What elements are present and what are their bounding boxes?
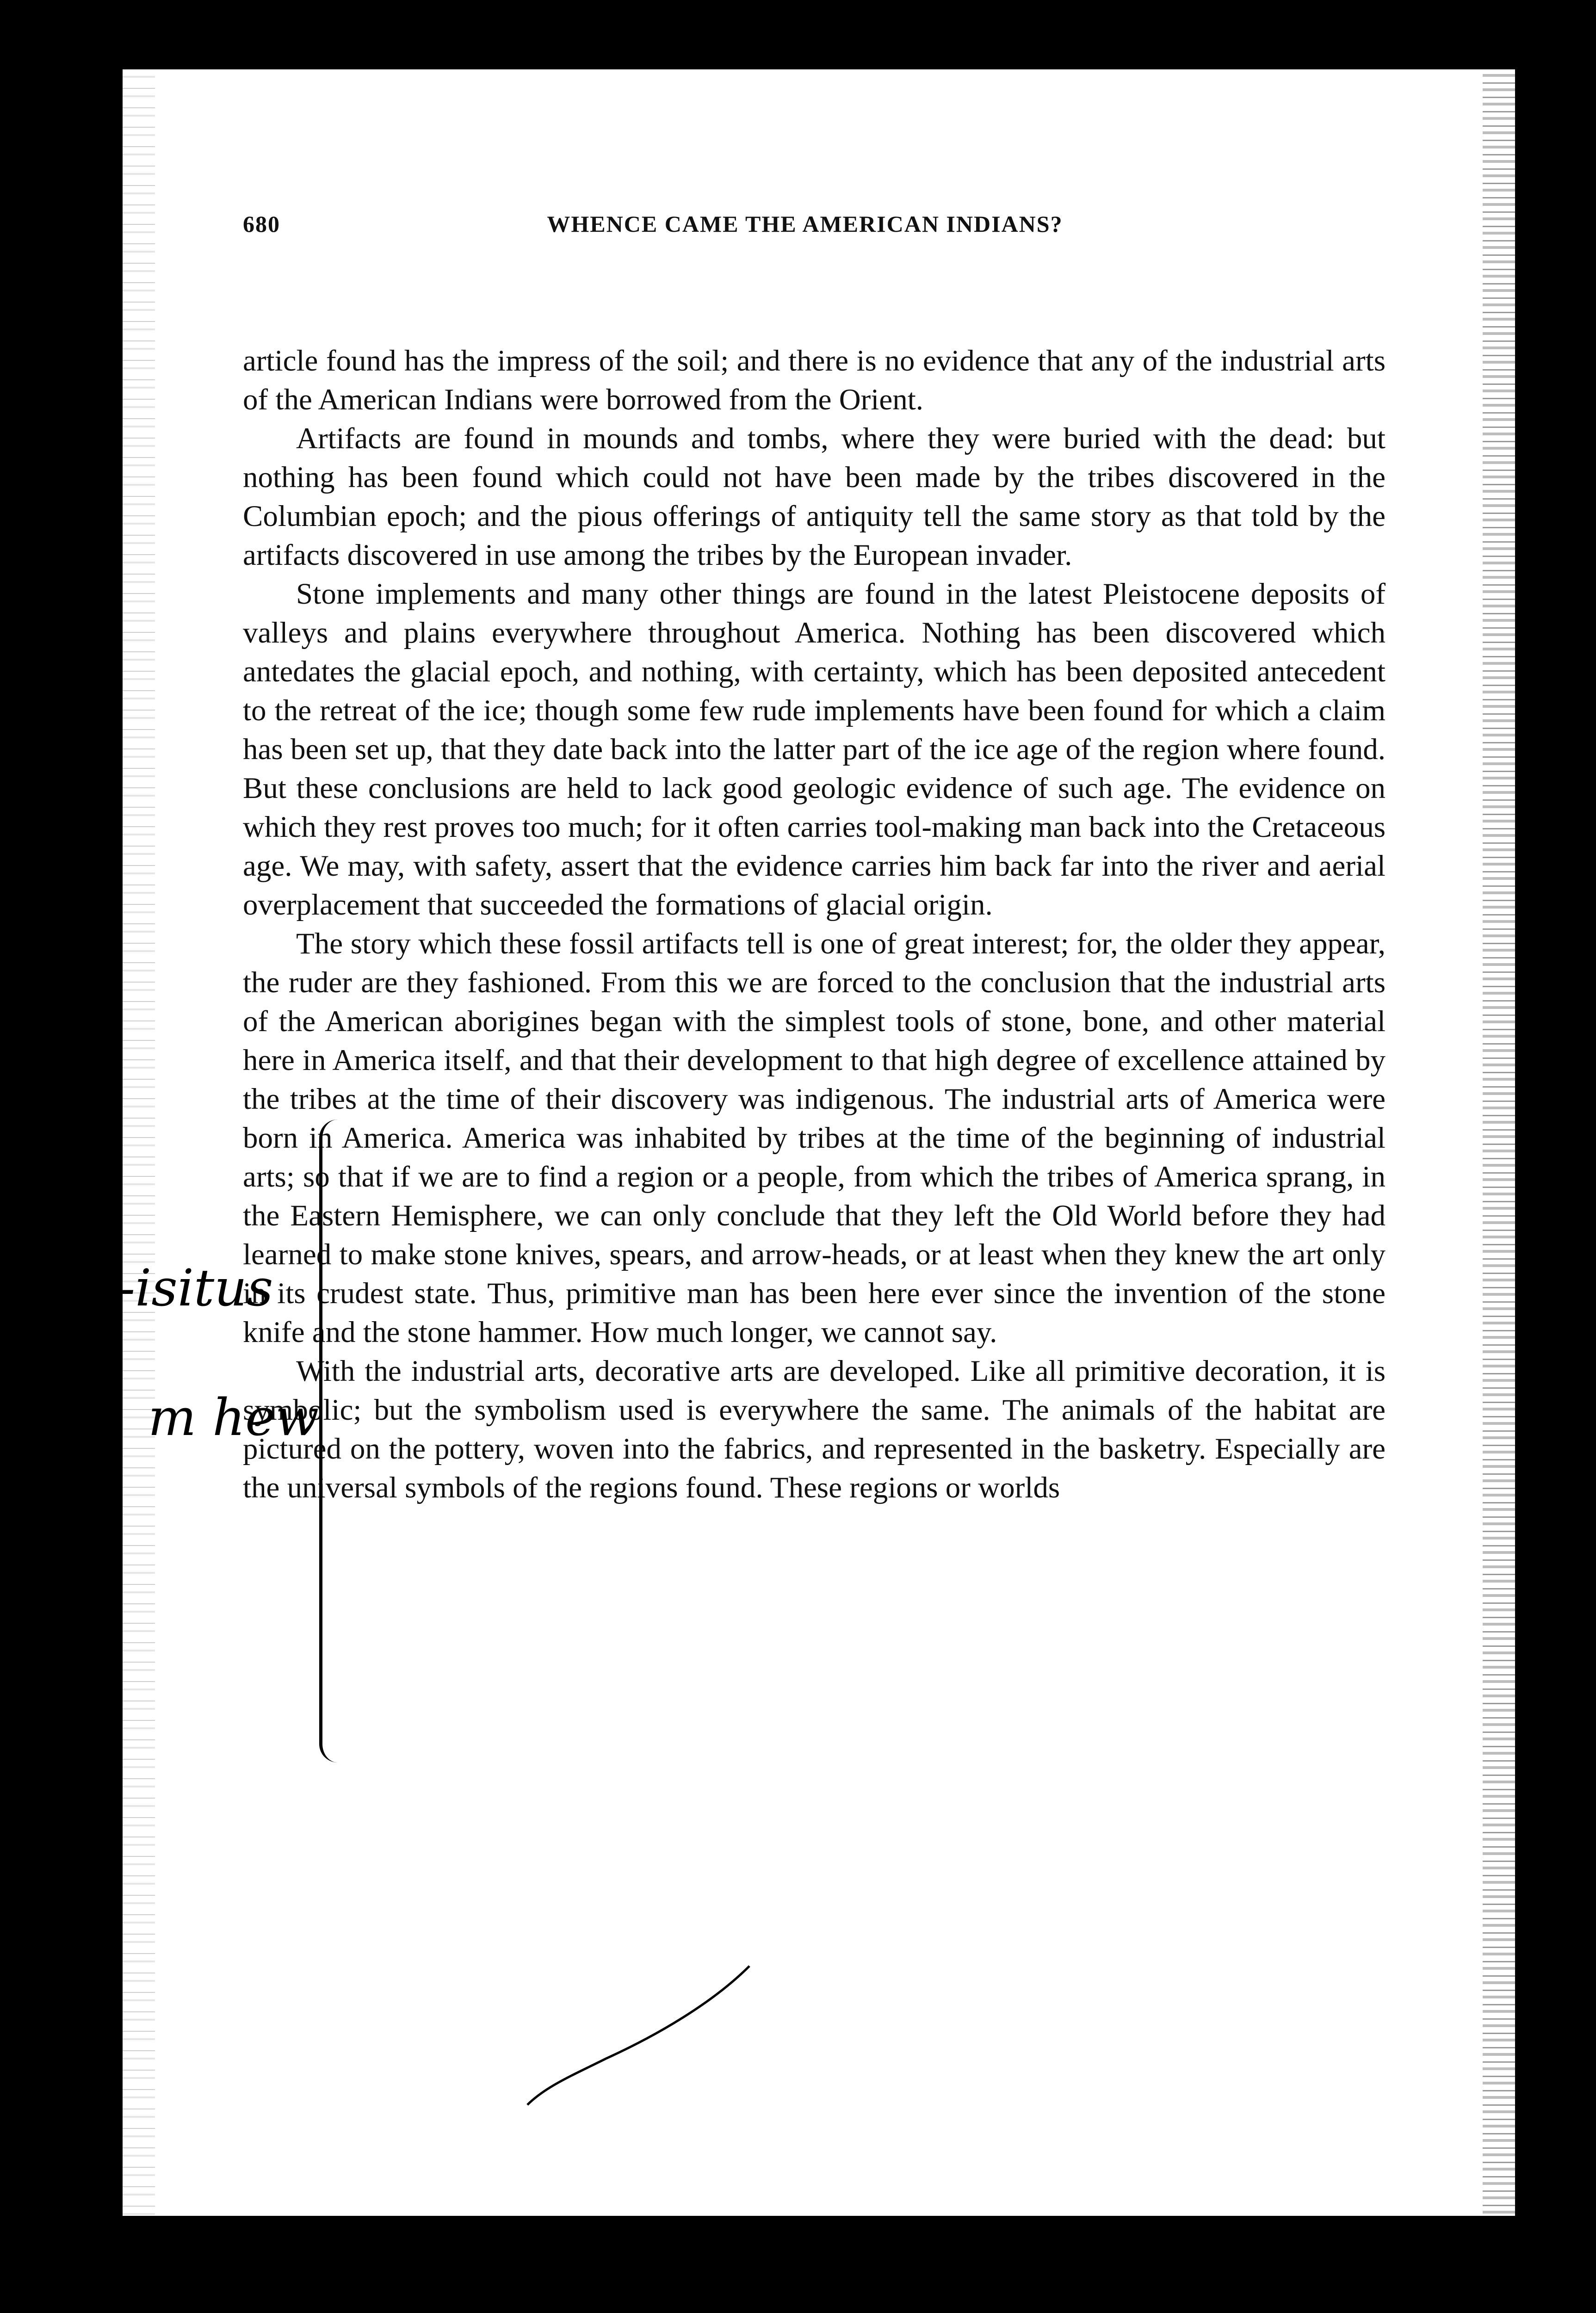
paragraph: Artifacts are found in mounds and tombs, where they were buried with the dead: but nothing has been found which could not have been made by the tribes discovered in the Columbian epoch; and the pious offerings of antiquity tell the same story as that told by the artifacts discovered in use among the tribes by the European invader. bbox=[243, 422, 1386, 572]
margin-note-handwritten: m hew bbox=[148, 1388, 319, 1447]
body-text bbox=[243, 341, 1386, 1507]
paragraph: With the industrial arts, decorative arts are developed. Like all primitive decoration, it is symbolic; but the symbolism used is everywhere the same. The animals of the habitat are pictured on the pottery, woven into the fabrics, and represented in the basketry. Especially are the universal symbols of the regions found. These regions or worlds bbox=[243, 1354, 1386, 1504]
pen-stroke-mark bbox=[518, 1961, 759, 2109]
handwritten-bracket bbox=[319, 1119, 350, 1763]
page-number: 680 bbox=[243, 211, 280, 237]
page-left-edge bbox=[123, 69, 155, 2216]
page-right-edge bbox=[1483, 69, 1515, 2216]
paragraph: Stone implements and many other things are found in the latest Pleistocene deposits of valleys and plains everywhere throughout America. Nothing has been discovered which antedates the glacial epoch, and nothing, with certainty, which has been deposited antecedent to the retreat of the ice; though some few rude implements have been found for which a claim has been set up, that they date back into the latter part of the ice age of the region where found. But these conclusions are held to lack good geologic evidence of such age. The evidence on which they rest proves too much; for it often carries tool-making man back into the Cretaceous age. We may, with safety, assert that the evidence carries him back far into the river and aerial overplacement that succeeded the formations of glacial origin. bbox=[243, 577, 1386, 921]
paragraph: article found has the impress of the soil; and there is no evidence that any of the industrial arts of the American Indians were borrowed from the Orient. bbox=[243, 344, 1386, 416]
running-title: WHENCE CAME THE AMERICAN INDIANS? bbox=[547, 211, 1063, 237]
margin-note-handwritten: -isitus bbox=[118, 1258, 273, 1317]
paragraph: The story which these fossil artifacts tell is one of great interest; for, the older they appear, the ruder are they fashioned. From this we are forced to the conclusion that the industrial arts of the American aborigines began with the simplest tools of stone, bone, and other material here in America itself, and that their development to that high degree of excellence attained by the tribes at the time of their discovery was indigenous. The industrial arts of America were born in America. America was inhabited by tribes at the time of the beginning of industrial arts; so that if we are to find a region or a people, from which the tribes of America sprang, in the Eastern Hemisphere, we can only conclude that they left the Old World before they had learned to make stone knives, spears, and arrow-heads, or at least when they knew the art only in its crudest state. Thus, primitive man has been here ever since the invention of the stone knife and the stone hammer. How much longer, we cannot say. bbox=[243, 927, 1386, 1349]
page-header bbox=[243, 210, 1386, 237]
